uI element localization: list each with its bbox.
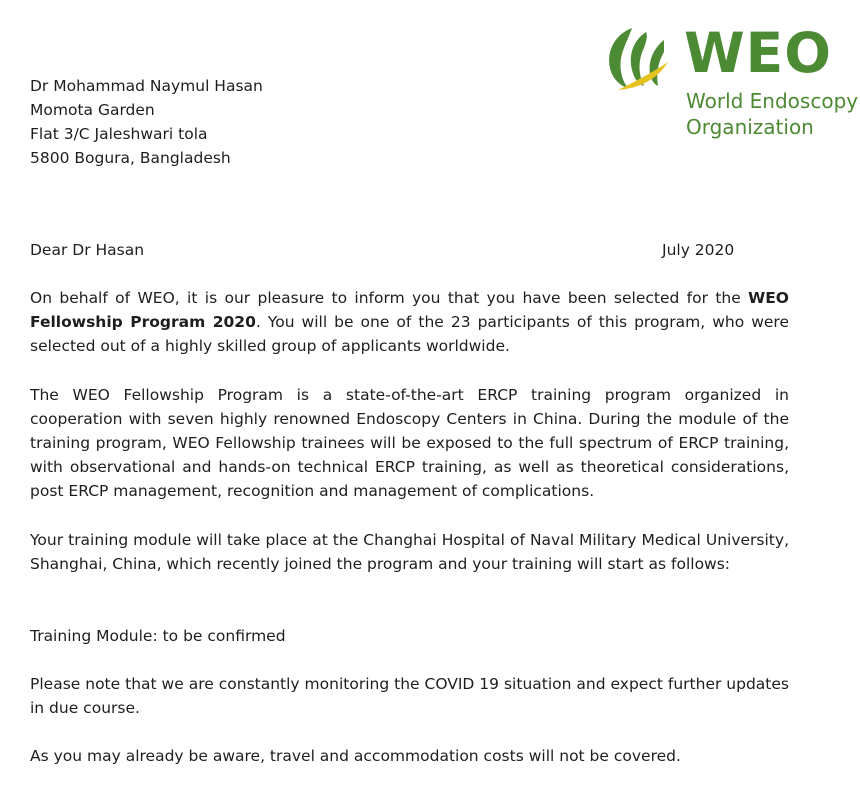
paragraph-program-description: The WEO Fellowship Program is a state-of-the-art ERCP training program organized in cooperation with seven highly renowned Endoscopy Centers in China. During the module of the training program, WEO Fellowship trainees will be exposed to the full spectrum of ERCP training, with observational and hands-on technical ERCP training, as well as theoretical considerations, post ERCP management, recognition and management of complications.	[30, 386, 789, 500]
weo-logo-mark-icon	[598, 22, 670, 94]
address-line: Momota Garden	[30, 101, 155, 119]
logo-subtitle-line-1: World Endoscopy	[686, 89, 859, 113]
program-name: WEO Fellowship Program 2020	[30, 289, 789, 331]
weo-logo	[598, 22, 860, 142]
paragraph-selection	[30, 286, 789, 358]
paragraph-costs: As you may already be aware, travel and accommodation costs will not be covered.	[30, 747, 681, 765]
logo-name: WEO	[684, 21, 832, 85]
address-line: 5800 Bogura, Bangladesh	[30, 149, 231, 167]
logo-subtitle-line-2: Organization	[686, 115, 814, 139]
address-line: Dr Mohammad Naymul Hasan	[30, 77, 263, 95]
recipient-address	[30, 74, 263, 170]
paragraph-selection-text: On behalf of WEO, it is our pleasure to inform you that you have been selected for the	[30, 289, 749, 307]
paragraph-training-module: Training Module: to be confirmed	[30, 627, 286, 645]
letter-date: July 2020	[662, 241, 735, 259]
address-line: Flat 3/C Jaleshwari tola	[30, 125, 208, 143]
paragraph-selection-text-end: . You will be one of the 23 participants of this program, who were selected out of a highly skilled group of applicants worldwide.	[30, 313, 789, 355]
paragraph-training-location: Your training module will take place at the Changhai Hospital of Naval Military Medical University, Shanghai, China, which recently joined the program and your training will start as follows:	[30, 531, 789, 573]
paragraph-covid-note: Please note that we are constantly monitoring the COVID 19 situation and expect further updates in due course.	[30, 675, 789, 717]
logo-subtitle	[686, 88, 860, 140]
salutation: Dear Dr Hasan	[30, 241, 145, 259]
